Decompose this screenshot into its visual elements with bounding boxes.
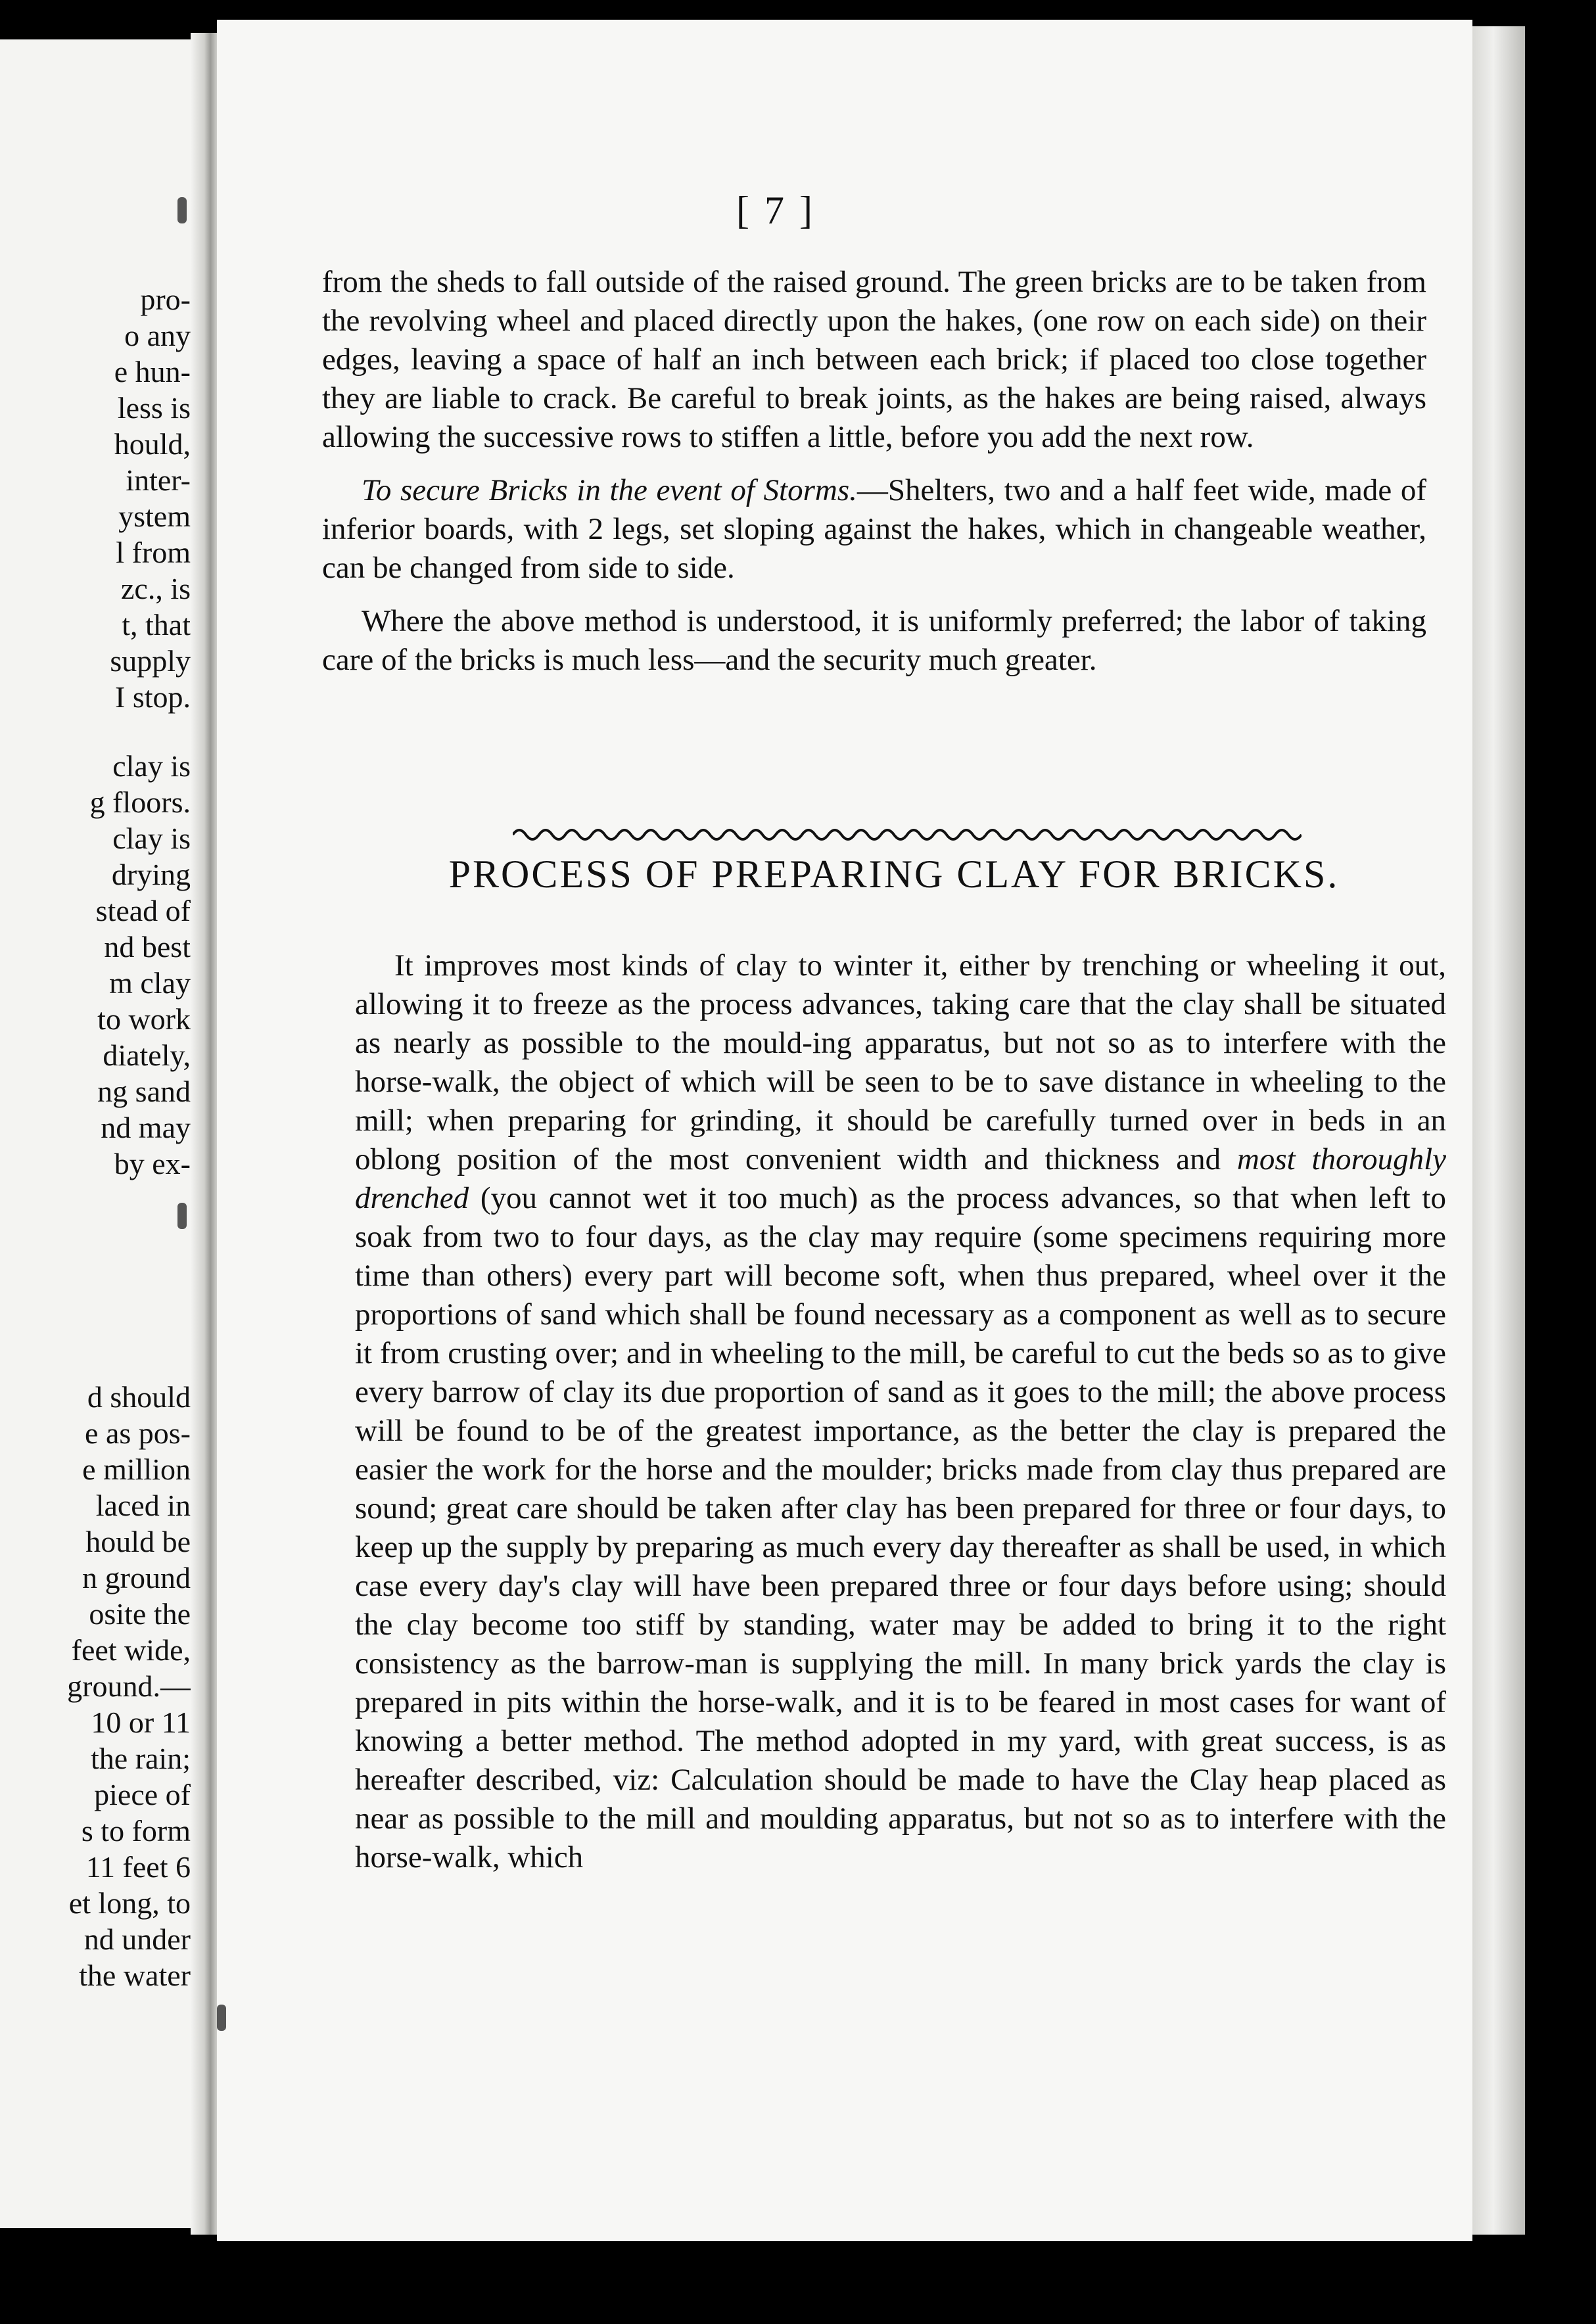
- paragraph-storms: [322, 471, 1426, 588]
- left-page-fragment-line: e as pos-: [85, 1416, 191, 1450]
- left-page-fragment-line: nd under: [83, 1922, 191, 1956]
- left-page-fragment-line: laced in: [95, 1489, 191, 1522]
- left-page-fragment-line: diately,: [103, 1038, 191, 1072]
- left-page-fragment-line: e hun-: [114, 355, 191, 388]
- left-page-fragment-line: ystem: [118, 500, 191, 533]
- text-block-process: [355, 946, 1446, 1877]
- left-page-fragment-line: o any: [124, 319, 191, 352]
- left-page-fragment-line: nd best: [104, 930, 191, 964]
- left-page-fragment-line: hould,: [114, 427, 191, 461]
- left-page-fragment-line: et long, to: [68, 1886, 191, 1920]
- storms-text: —Shelters, two and a half feet wide, made of inferior boards, with 2 legs, set sloping against the hakes, which in changeable weather, can be changed from side to side.: [322, 473, 1427, 585]
- page-number: [ 7 ]: [736, 189, 815, 232]
- left-page-fragment-line: g floors.: [89, 785, 191, 819]
- left-page-fragment-line: ng sand: [97, 1075, 191, 1108]
- left-page-fragment-line: piece of: [94, 1778, 191, 1811]
- paragraph-process: It improves most kinds of clay to winter it, either by trenching or wheeling it out, allowing it to freeze as the process advances, taking care that the clay shall be situated as nearly as possible to the mould-ing apparatus, but not so as to interfere with the horse-walk, the object of which will be seen to be to save distance in wheeling to the mill; when preparing for grinding, it should be carefully turned over in beds in an oblong position of the most convenient width and thickness and most thoroughly drenched (you cannot wet it too much) as the process advances, so that when left to soak from two to four days, as the clay may require (some specimens requiring more time than others) every part will become soft, when thus prepared, wheel over it the proportions of sand which shall be found necessary as a component as well as to secure it from crusting over; and in wheeling to the mill, be careful to cut the beds so as to give every barrow of clay its due proportion of sand as it goes to the mill; the above process will be found to be of the greatest importance, as the better the clay is prepared the easier the work for the horse and the moulder; bricks made from clay thus prepared are sound; great care should be taken after clay has been prepared for three or four days, to keep up the supply by preparing as much every day thereafter as shall be used, in which case every day's clay will have been prepared three or four days before using; should the clay become too stiff by standing, water may be added to bring it to the right consistency as the barrow-man is supplying the mill. In many brick yards the clay is prepared in pits within the horse-walk, and it is to be feared in most cases for want of knowing a better method. The method adopted in my yard, with great success, is as hereafter described, viz: Calculation should be made to have the Clay heap placed as near as possible to the mill and moulding apparatus, but not so as to interfere with the horse-walk, which: [355, 948, 1446, 1874]
- emphasis-drenched: most thoroughly drenched: [355, 1142, 1446, 1215]
- left-page-fragment-line: n ground: [82, 1561, 191, 1594]
- left-page-fragment-line: to work: [97, 1002, 191, 1036]
- left-page-fragment-line: drying: [111, 858, 191, 891]
- section-heading: PROCESS OF PREPARING CLAY FOR BRICKS.: [448, 852, 1340, 896]
- left-page-fragment-line: 11 feet 6: [85, 1850, 191, 1884]
- left-page-fragment-line: zc., is: [120, 572, 191, 605]
- binding-clip: [177, 1203, 187, 1229]
- left-page-fragment-line: pro-: [140, 283, 191, 316]
- left-page-fragment-line: the rain;: [91, 1742, 191, 1775]
- page-edge: [1472, 26, 1525, 2235]
- left-page-fragment-line: s to form: [81, 1814, 191, 1848]
- binding-clip: [177, 197, 187, 223]
- left-page-fragment-line: e million: [82, 1452, 191, 1486]
- left-page-fragment-line: inter-: [126, 463, 191, 497]
- paragraph-method: Where the above method is understood, it is uniformly preferred; the labor of taking care of the bricks is much less—and the security much greater.: [322, 604, 1426, 677]
- left-page-fragment-line: clay is: [112, 749, 191, 783]
- left-page-fragment-line: ground.—: [67, 1669, 191, 1703]
- storms-title: To secure Bricks in the event of Storms.: [362, 473, 857, 507]
- left-page-fragment-line: stead of: [95, 894, 191, 927]
- left-page-fragment-line: I stop.: [115, 680, 191, 714]
- left-page-fragment-line: l from: [116, 536, 191, 569]
- left-page-fragment-line: osite the: [89, 1597, 191, 1631]
- text-block-top: [322, 263, 1426, 680]
- left-page: [0, 39, 197, 2228]
- binding-clip: [217, 2005, 226, 2031]
- left-page-fragment-line: 10 or 11: [91, 1706, 191, 1739]
- left-page-fragment-line: t, that: [122, 608, 191, 641]
- left-page-fragment-line: clay is: [112, 822, 191, 855]
- left-page-fragment-line: less is: [117, 391, 191, 425]
- left-page-fragment-line: the water: [79, 1959, 191, 1992]
- wavy-rule-ornament: [513, 815, 1302, 848]
- left-page-fragment-line: hould be: [85, 1525, 191, 1558]
- left-page-fragment-line: by ex-: [114, 1147, 191, 1180]
- left-page-fragment-line: d should: [87, 1380, 191, 1414]
- paragraph-green-bricks: from the sheds to fall outside of the raised ground. The green bricks are to be taken from the revolving wheel and placed directly upon the hakes, (one row on each side) on their edges, leaving a space of half an inch between each brick; if placed too close together they are liable to crack. Be careful to break joints, as the hakes are being raised, always allowing the successive rows to stiffen a little, before you add the next row.: [322, 265, 1426, 454]
- left-page-fragment-line: nd may: [101, 1111, 191, 1144]
- left-page-fragment-line: feet wide,: [71, 1633, 191, 1667]
- left-page-fragment-line: supply: [110, 644, 191, 678]
- left-page-fragment-line: m clay: [109, 966, 191, 1000]
